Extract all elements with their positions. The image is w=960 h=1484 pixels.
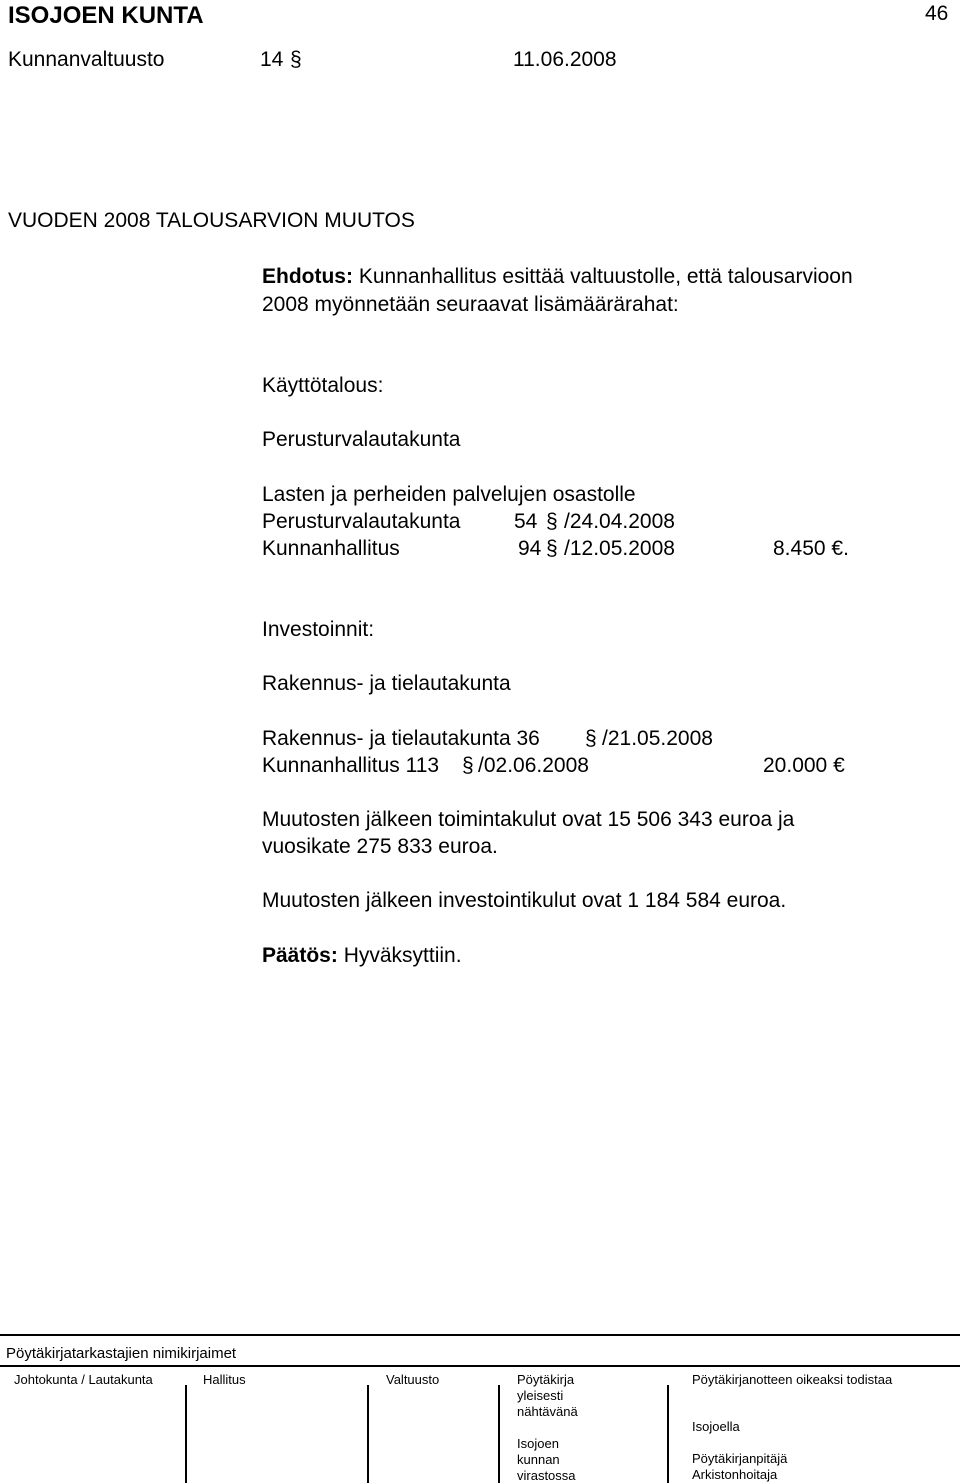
section-symbol: § <box>290 48 302 71</box>
operating-amount <box>773 536 849 562</box>
operating-ref1-num: 54 <box>514 510 538 533</box>
investments-ref2: Kunnanhallitus 113 <box>262 754 440 777</box>
euro-symbol: €. <box>831 537 849 560</box>
summary-line-2: vuosikate 275 833 euroa. <box>262 835 498 858</box>
euro-symbol: € <box>833 754 845 777</box>
meeting-date: 11.06.2008 <box>513 48 617 71</box>
proposal-label: Ehdotus: <box>262 265 353 288</box>
investments-ref1-date: /21.05.2008 <box>602 727 713 750</box>
footer-public-line: nähtävänä <box>517 1404 578 1419</box>
footer-certify-line: Arkistonhoitaja <box>692 1467 778 1482</box>
summary-line-1: Muutosten jälkeen toimintakulut ovat 15 506 343 euroa ja <box>262 808 795 831</box>
operating-ref1-date: /24.04.2008 <box>564 510 675 533</box>
operating-ref2-date: /12.05.2008 <box>564 537 675 560</box>
decision <box>262 943 462 969</box>
operating-ref1-name: Perusturvalautakunta <box>262 510 461 533</box>
operating-item: Lasten ja perheiden palvelujen osastolle <box>262 483 636 506</box>
footer-separator <box>367 1385 369 1483</box>
footer-middle-rule <box>0 1365 960 1367</box>
footer-col-public <box>517 1372 578 1484</box>
summary-line-3: Muutosten jälkeen investointikulut ovat 1 184 584 euroa. <box>262 889 787 912</box>
operating-ref2-name: Kunnanhallitus <box>262 537 400 560</box>
page-number: 46 <box>925 2 949 25</box>
organization-name: ISOJOEN KUNTA <box>8 2 204 29</box>
investments-ref1: Rakennus- ja tielautakunta 36 <box>262 727 540 750</box>
footer-col-certify-bottom <box>692 1419 787 1483</box>
footer-col-council: Valtuusto <box>386 1372 440 1387</box>
footer-separator <box>185 1385 187 1483</box>
operating-committee: Perusturvalautakunta <box>262 428 461 451</box>
section-number: 14 <box>260 48 284 71</box>
footer-certify-line: Isojoella <box>692 1419 740 1434</box>
footer-public-line: kunnan <box>517 1452 560 1467</box>
footer-public-line: Isojoen <box>517 1436 559 1451</box>
footer-public-line: Pöytäkirja <box>517 1372 575 1387</box>
proposal-text-1: Kunnanhallitus esittää valtuustolle, että talousarvioon <box>358 265 853 288</box>
footer-certify-line <box>692 1435 787 1451</box>
operating-ref2-num: 94 <box>518 537 542 560</box>
proposal-line-2: 2008 myönnetään seuraavat lisämäärärahat: <box>262 293 679 316</box>
section-symbol: § <box>546 537 558 560</box>
decision-label: Päätös: <box>262 944 338 967</box>
investments-ref2-date: /02.06.2008 <box>478 754 589 777</box>
footer-public-line: yleisesti <box>517 1388 564 1403</box>
footer-separator <box>498 1385 500 1483</box>
footer-col-committee: Johtokunta / Lautakunta <box>14 1372 153 1387</box>
operating-amount-value: 8.450 <box>773 537 826 560</box>
meeting-body: Kunnanvaltuusto <box>8 48 165 71</box>
document-title: VUODEN 2008 TALOUSARVION MUUTOS <box>8 209 415 232</box>
footer-certify-line: Pöytäkirjanpitäjä <box>692 1451 788 1466</box>
footer-top-rule <box>0 1334 960 1336</box>
investments-amount <box>763 753 845 779</box>
footer-public-line <box>517 1420 578 1436</box>
footer-col-board: Hallitus <box>203 1372 246 1387</box>
section-symbol: § <box>585 727 597 750</box>
footer-separator <box>667 1385 669 1483</box>
footer-col-certify: Pöytäkirjanotteen oikeaksi todistaa <box>692 1372 893 1387</box>
section-symbol: § <box>546 510 558 533</box>
operating-heading: Käyttötalous: <box>262 374 384 397</box>
decision-text: Hyväksyttiin. <box>343 944 462 967</box>
footer-public-line: virastossa <box>517 1468 576 1483</box>
investments-heading: Investoinnit: <box>262 618 375 641</box>
investments-amount-value: 20.000 <box>763 754 828 777</box>
investments-committee: Rakennus- ja tielautakunta <box>262 672 511 695</box>
proposal-line-1 <box>262 264 853 290</box>
section-symbol: § <box>462 754 474 777</box>
footer-title: Pöytäkirjatarkastajien nimikirjaimet <box>6 1345 237 1362</box>
